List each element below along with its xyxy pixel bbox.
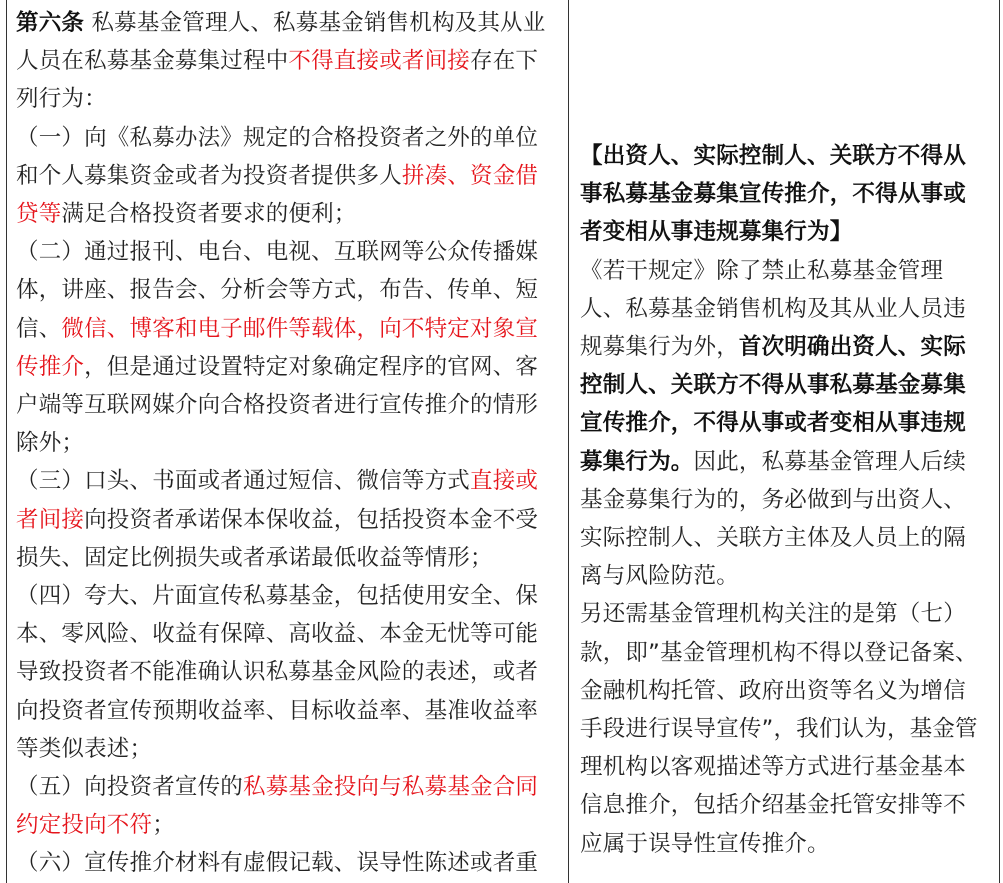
highlight-text: 私募基金投向与私募基金合同约定投向不符	[16, 774, 539, 839]
commentary-paragraph-2: 另还需基金管理机构关注的是第（七）款，即”基金管理机构不得以登记备案、金融机构托管、政府出资等名义为增信手段进行误导宣传”，我们认为，基金管理机构以客观描述等方式进行基金基本信息推介，包括介绍基金托管安排等不应属于误导性宣传推介。	[580, 601, 978, 857]
item-2: （二）通过报刊、电台、电视、互联网等公众传播媒体，讲座、报告会、分析会等方式，布告、传单、短信、微信、博客和电子邮件等载体，向不特定对象宣传推介，但是通过设置特定对象确定程序的官网、客户端等互联网媒介向合格投资者进行宣传推介的情形除外；	[16, 239, 539, 457]
item-1: （一）向《私募办法》规定的合格投资者之外的单位和个人募集资金或者为投资者提供多人拼凑、资金借贷等满足合格投资者要求的便利；	[16, 124, 539, 228]
left-column	[16, 4, 556, 883]
item-4: （四）夸大、片面宣传私募基金，包括使用安全、保本、零风险、收益有保障、高收益、本金无忧等可能导致投资者不能准确认识私募基金风险的表述，或者向投资者宣传预期收益率、目标收益率、基准收益率等类似表述；	[16, 583, 539, 762]
highlight-text: 不得直接或者间接	[288, 48, 471, 75]
right-column	[580, 137, 986, 863]
highlight-text: 直接或者间接	[16, 468, 539, 533]
highlight-text: 拼凑、资金借贷等	[16, 162, 539, 228]
item-5: （五）向投资者宣传的私募基金投向与私募基金合同约定投向不符；	[16, 774, 539, 839]
bold-text: 首次明确出资人、实际控制人、关联方不得从事私募基金募集宣传推介，不得从事或者变相从事违规募集行为。	[580, 334, 966, 475]
article-number: 第六条	[16, 10, 85, 36]
column-divider	[568, 0, 569, 883]
commentary-heading: 【出资人、实际控制人、关联方不得从事私募基金募集宣传推介，不得从事或者变相从事违规募集行为】	[580, 143, 966, 246]
item-3: （三）口头、书面或者通过短信、微信等方式直接或者间接向投资者承诺保本保收益，包括投资本金不受损失、固定比例损失或者承诺最低收益等情形；	[16, 468, 539, 571]
commentary-paragraph-1: 《若干规定》除了禁止私募基金管理人、私募基金销售机构及其从业人员违规募集行为外，首次明确出资人、实际控制人、关联方不得从事私募基金募集宣传推介，不得从事或者变相从事违规募集行为。因此，私募基金管理人后续基金募集行为的，务必做到与出资人、实际控制人、关联方主体及人员上的隔离与风险防范。	[580, 257, 966, 590]
highlight-text: 微信、博客和电子邮件等载体，向不特定对象宣传推介	[16, 315, 539, 380]
article-intro: 第六条 私募基金管理人、私募基金销售机构及其从业人员在私募基金募集过程中不得直接或者间接存在下列行为：	[16, 10, 546, 113]
item-6: （六）宣传推介材料有虚假记载、误导性陈述或者重	[16, 850, 539, 877]
